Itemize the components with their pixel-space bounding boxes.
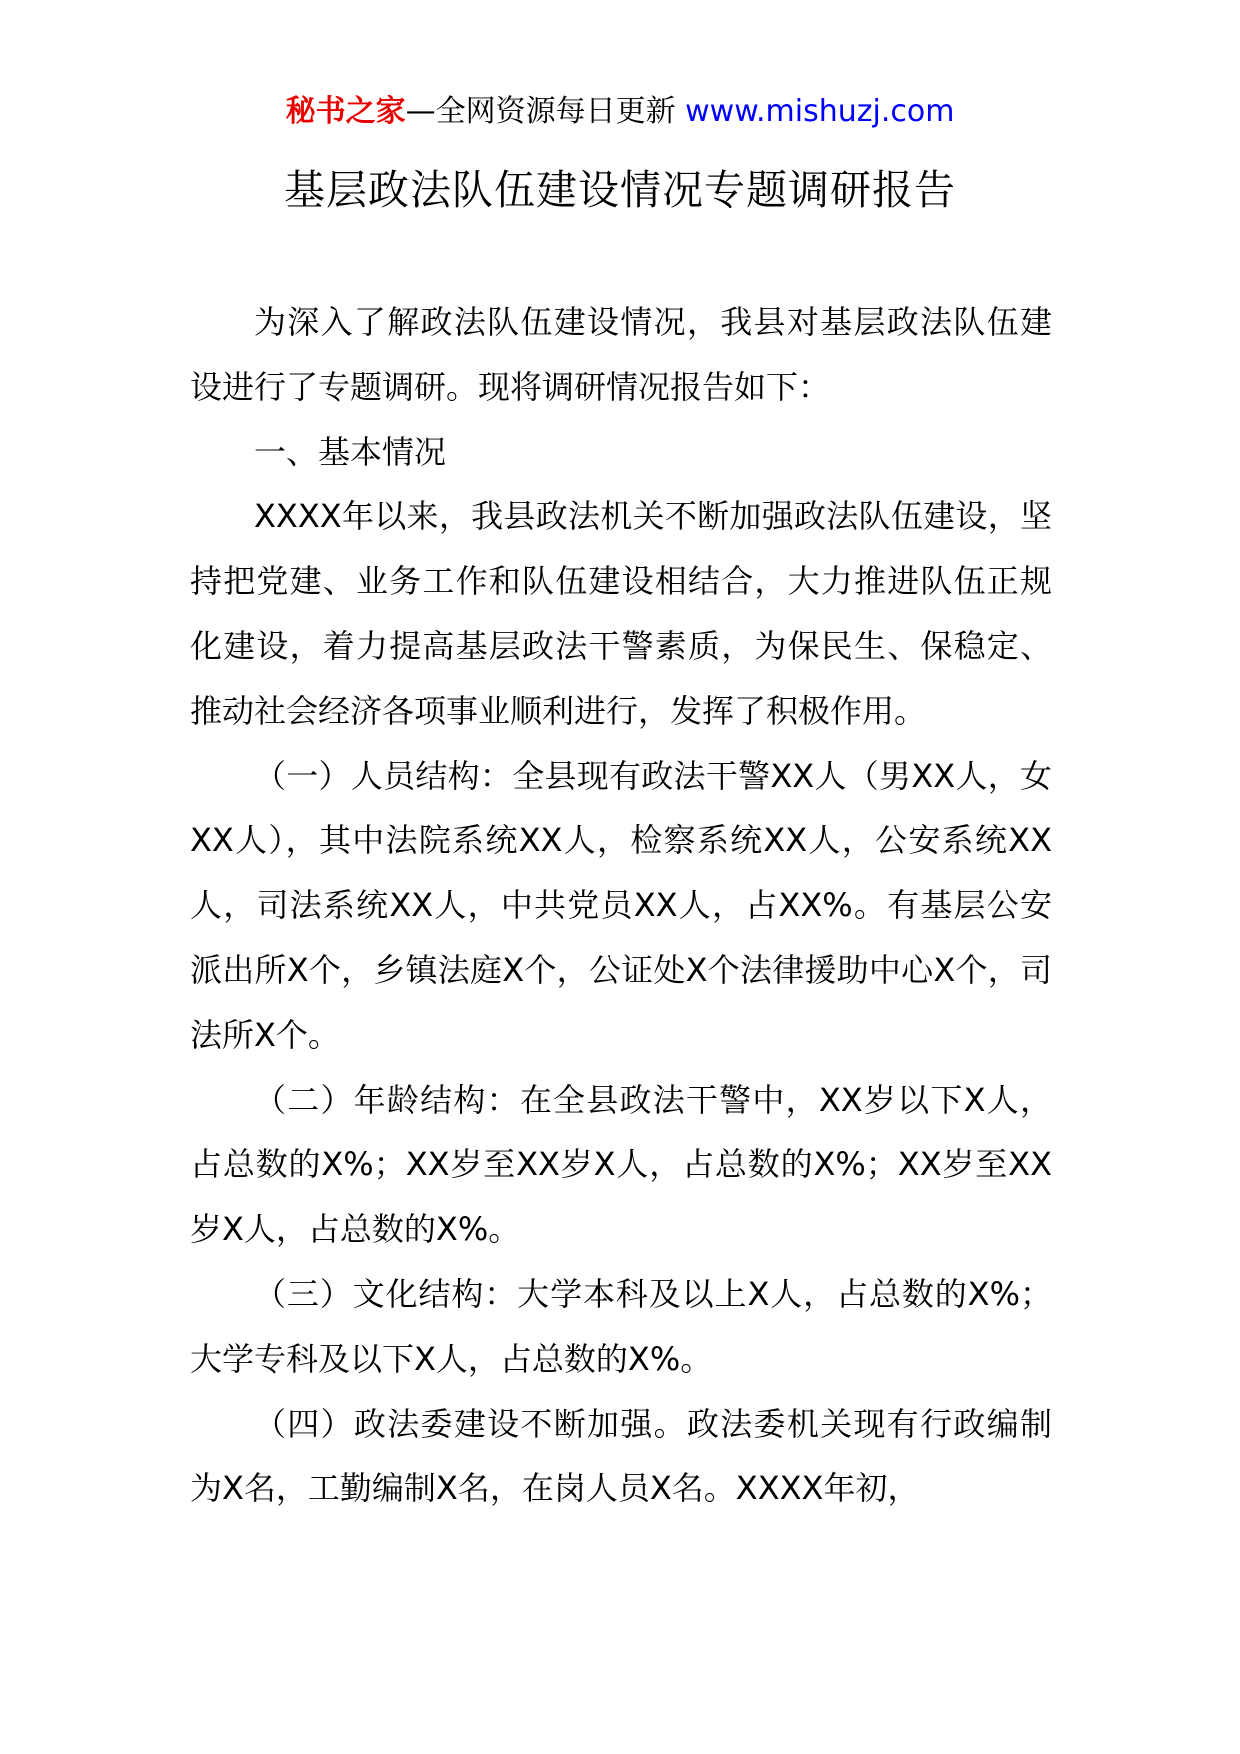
header-tagline: —全网资源每日更新 — [405, 94, 676, 129]
intro-paragraph: 为深入了解政法队伍建设情况，我县对基层政法队伍建设进行了专题调研。现将调研情况报告如下： — [190, 303, 1052, 406]
education-structure-paragraph: （三）文化结构：大学本科及以上X人，占总数的X%；大学专科及以下X人，占总数的X%。 — [190, 1274, 1052, 1378]
document-title: 基层政法队伍建设情况专题调研报告 — [284, 166, 956, 214]
age-structure-paragraph: （二）年龄结构：在全县政法干警中，XX岁以下X人，占总数的X%；XX岁至XX岁X人，占总数的X%；XX岁至XX岁X人，占总数的X%。 — [190, 1080, 1052, 1249]
section-heading: 一、基本情况 — [254, 432, 447, 471]
site-url-link[interactable]: www.mishuzj.com — [685, 94, 955, 129]
personnel-structure-paragraph: （一）人员结构：全县现有政法干警XX人（男XX人，女XX人），其中法院系统XX人，检察系统XX人，公安系统XX人，司法系统XX人，中共党员XX人，占XX%。有基层公安派出所X个，乡镇法庭X个，公证处X个法律援助中心X个，司法所X个。 — [190, 756, 1052, 1054]
document-body — [190, 290, 1052, 1521]
site-header — [0, 92, 1240, 132]
brand-name: 秘书之家 — [285, 94, 406, 129]
overview-paragraph: XXXX年以来，我县政法机关不断加强政法队伍建设，坚持把党建、业务工作和队伍建设相结合，大力推进队伍正规化建设，着力提高基层政法干警素质，为保民生、保稳定、推动社会经济各项事业顺利进行，发挥了积极作用。 — [190, 497, 1052, 730]
committee-building-paragraph: （四）政法委建设不断加强。政法委机关现有行政编制为X名，工勤编制X名，在岗人员X名。XXXX年初， — [190, 1404, 1052, 1508]
